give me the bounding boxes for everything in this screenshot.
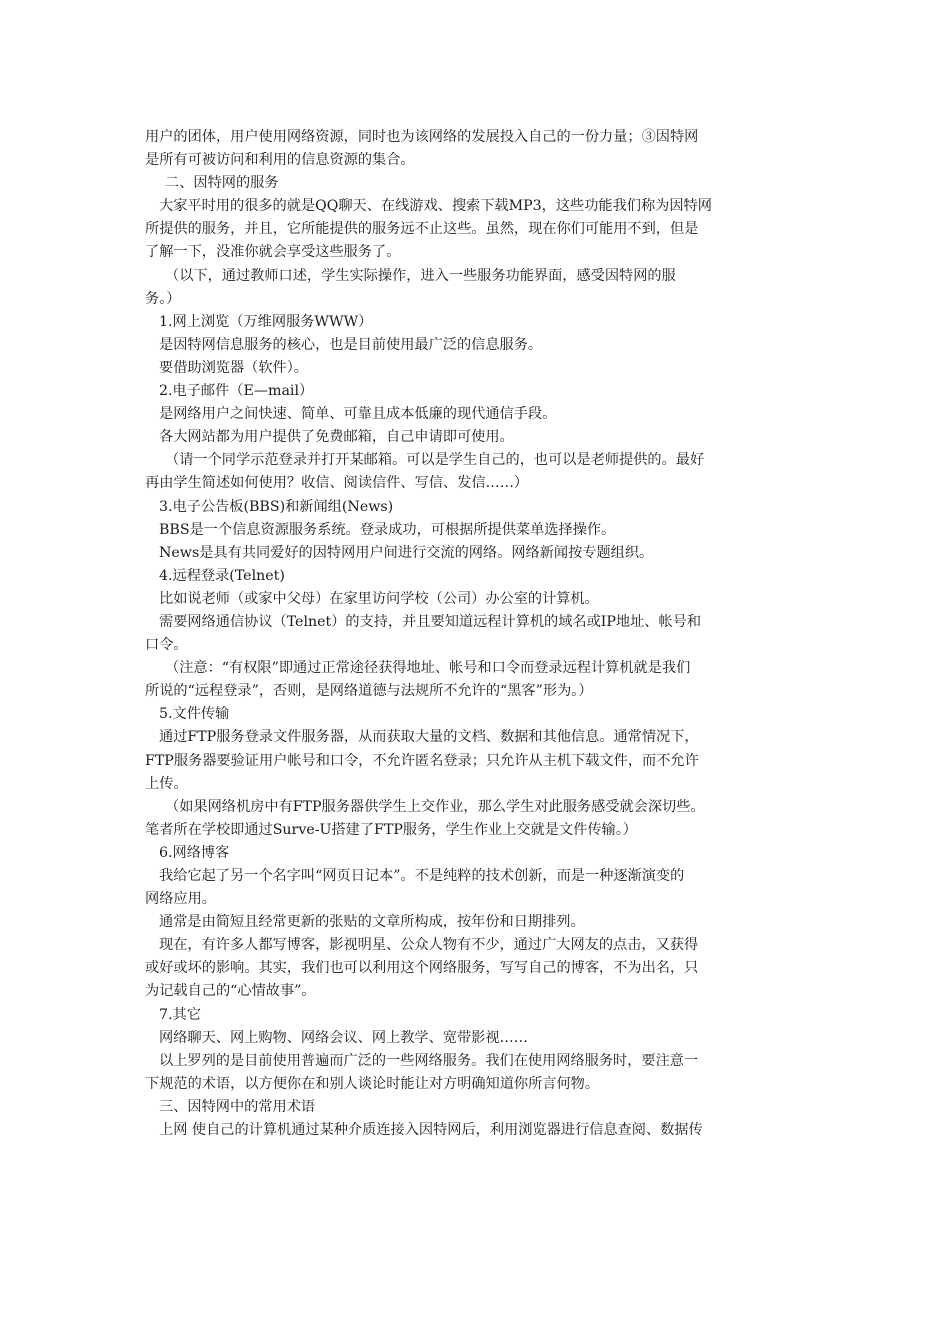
text-line: 上网 使自己的计算机通过某种介质连接入因特网后，利用浏览器进行信息查阅、数据传 xyxy=(159,1122,703,1139)
text-line: 我给它起了另一个名字叫“网页日记本”。不是纯粹的技术创新，而是一种逐渐演变的 xyxy=(159,868,685,884)
text-line: 5.文件传输 xyxy=(159,706,230,723)
text-line: 通常是由简短且经常更新的张贴的文章所构成，按年份和日期排列。 xyxy=(159,914,585,931)
text-line: 口令。 xyxy=(145,637,188,654)
text-line: 以上罗列的是目前使用普遍而广泛的一些网络服务。我们在使用网络服务时，要注意一 xyxy=(159,1052,699,1069)
text-line: 6.网络博客 xyxy=(159,844,230,861)
text-line: 需要网络通信协议（Telnet）的支持，并且要知道远程计算机的域名或IP地址、帐号和 xyxy=(159,613,702,630)
text-line: 笔者所在学校即通过Surve-U搭建了FTP服务，学生作业上交就是文件传输。） xyxy=(145,821,637,838)
text-line: 再由学生简述如何使用？收信、阅读信件、写信、发信……） xyxy=(145,475,529,492)
text-line: 要借助浏览器（软件）。 xyxy=(159,359,308,376)
text-line: 下规范的术语，以方便你在和别人谈论时能让对方明确知道你所言何物。 xyxy=(145,1075,600,1092)
text-line: 所说的“远程登录”，否则，是网络道德与法规所不允许的“黑客”形为。） xyxy=(145,683,593,700)
text-line: （以下，通过教师口述，学生实际操作，进入一些服务功能界面，感受因特网的服 xyxy=(165,267,676,284)
text-line: （注意：“有权限”即通过正常途径获得地址、帐号和口令而登录远程计算机就是我们 xyxy=(165,660,691,677)
text-line: 三、因特网中的常用术语 xyxy=(159,1098,316,1115)
text-line: 网络聊天、网上购物、网络会议、网上教学、宽带影视…… xyxy=(159,1029,528,1046)
text-line: 网络应用。 xyxy=(145,891,216,908)
text-line: FTP服务器要验证用户帐号和口令，不允许匿名登录；只允许从主机下载文件，而不允许 xyxy=(145,752,699,769)
text-line: 了解一下，没准你就会享受这些服务了。 xyxy=(145,244,401,261)
text-line: 上传。 xyxy=(145,775,188,792)
text-line: （如果网络机房中有FTP服务器供学生上交作业，那么学生对此服务感受就会深切些。 xyxy=(165,798,705,815)
text-line: 4.远程登录(Telnet) xyxy=(159,567,285,584)
text-line: 各大网站都为用户提供了免费邮箱，自己申请即可使用。 xyxy=(159,429,514,446)
text-line: News是具有共同爱好的因特网用户间进行交流的网络。网络新闻按专题组织。 xyxy=(159,544,654,561)
text-line: 是网络用户之间快速、简单、可靠且成本低廉的现代通信手段。 xyxy=(159,406,557,423)
text-line: 2.电子邮件（E—mail） xyxy=(159,383,314,400)
text-line: 用户的团体，用户使用网络资源，同时也为该网络的发展投入自己的一份力量；③因特网 xyxy=(145,129,699,145)
text-line: 通过FTP服务登录文件服务器，从而获取大量的文档、数据和其他信息。通常情况下， xyxy=(159,729,699,746)
text-line: BBS是一个信息资源服务系统。登录成功，可根据所提供菜单选择操作。 xyxy=(159,521,616,538)
text-line: 7.其它 xyxy=(159,1006,201,1023)
text-line: 1.网上浏览（万维网服务WWW） xyxy=(159,313,373,330)
text-line: 所提供的服务，并且，它所能提供的服务远不止这些。虽然，现在你们可能用不到，但是 xyxy=(145,221,699,238)
text-line: 是因特网信息服务的核心，也是目前使用最广泛的信息服务。 xyxy=(159,336,543,353)
text-line: （请一个同学示范登录并打开某邮箱。可以是学生自己的，也可以是老师提供的。最好 xyxy=(165,452,705,469)
text-line: 比如说老师（或家中父母）在家里访问学校（公司）办公室的计算机。 xyxy=(159,590,599,607)
document-page xyxy=(145,126,810,1142)
text-line: 务。） xyxy=(145,290,181,307)
text-line: 3.电子公告板(BBS)和新闻组(News) xyxy=(159,498,394,515)
text-line: 现在，有许多人都写博客，影视明星、公众人物有不少，通过广大网友的点击，又获得 xyxy=(159,937,699,954)
text-line: 为记载自己的“心情故事”。 xyxy=(145,983,316,1000)
text-line: 是所有可被访问和利用的信息资源的集合。 xyxy=(145,152,415,169)
text-line: 或好或坏的影响。其实，我们也可以利用这个网络服务，写写自己的博客，不为出名，只 xyxy=(145,960,699,977)
text-line: 大家平时用的很多的就是QQ聊天、在线游戏、搜索下载MP3，这些功能我们称为因特网 xyxy=(159,198,712,215)
text-line: 二、因特网的服务 xyxy=(165,175,279,192)
